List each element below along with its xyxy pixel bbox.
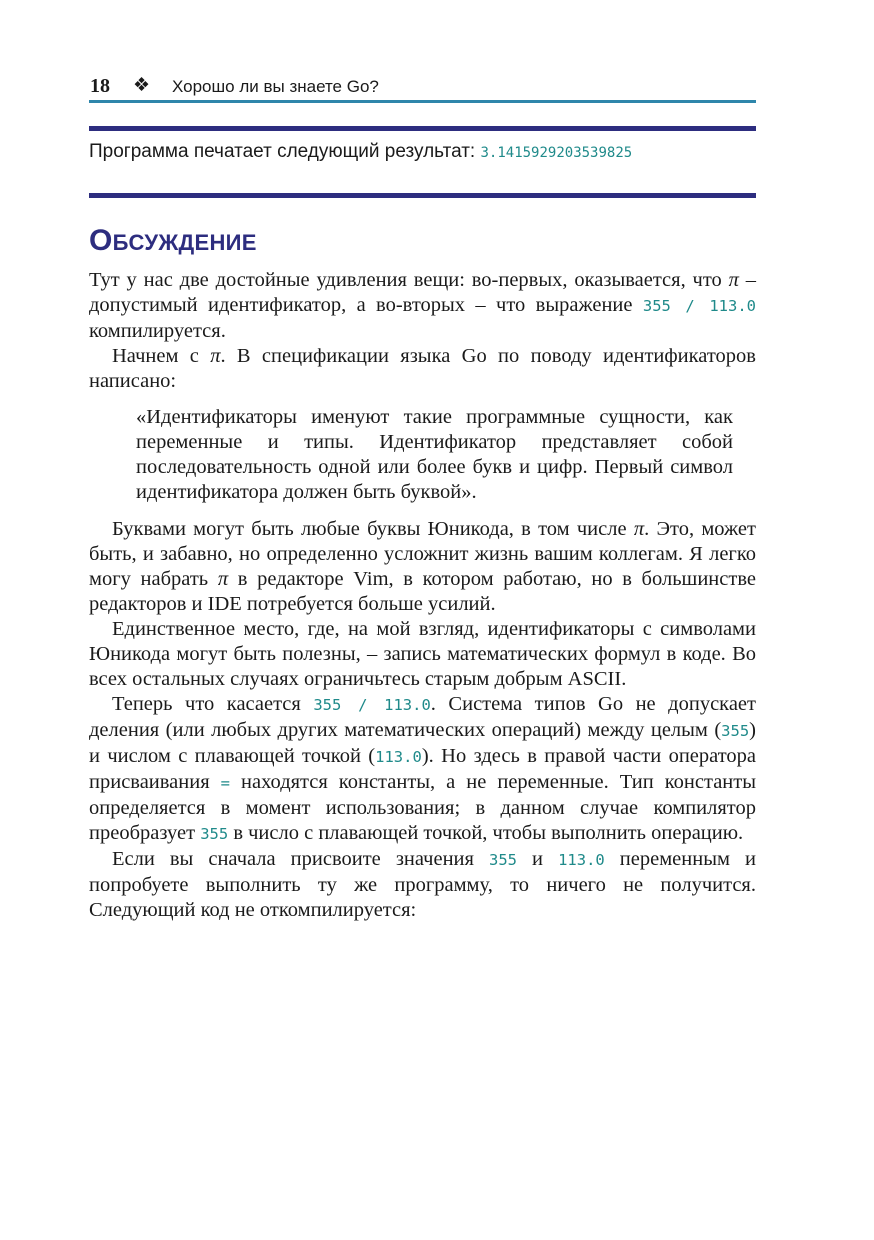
section-heading-initial: О xyxy=(89,224,113,257)
text-run: Буквами могут быть любые буквы Юникода, в том числе xyxy=(112,518,634,540)
inline-code: 355 xyxy=(721,722,750,740)
body-text xyxy=(89,268,756,923)
text-run: . Это, может быть, и забавно, но определенно усложнит жизнь вашим коллегам. Я легко могу набрать xyxy=(89,518,756,590)
header-rule xyxy=(89,100,756,103)
pi-symbol: π xyxy=(217,568,229,590)
inline-code: 113.0 xyxy=(375,748,422,766)
section-heading xyxy=(89,224,257,258)
inline-code: 355 xyxy=(200,825,229,843)
paragraph-4: Единственное место, где, на мой взгляд, идентификаторы с символами Юникода могут быть полезны, – запись математических формул в коде. Во всех остальных случаях ограничьтесь старым добрым ASCII. xyxy=(89,618,756,690)
text-run: Тут у нас две достойные удивления вещи: во-первых, оказывается, что xyxy=(89,269,729,291)
running-title: Хорошо ли вы знаете Go? xyxy=(172,77,379,96)
text-run: – допустимый идентификатор, а во-вторых – что выражение xyxy=(89,269,756,316)
pi-symbol: π xyxy=(728,269,739,291)
page-number: 18 xyxy=(90,75,110,97)
section-heading-rest: БСУЖДЕНИЕ xyxy=(112,230,257,255)
text-run: в редакторе Vim, в котором работаю, но в большинстве редакторов и IDE потребуется больше усилий. xyxy=(89,568,756,615)
text-run: Теперь что касается xyxy=(112,693,314,715)
paragraph-5 xyxy=(89,692,756,847)
result-box-top-rule xyxy=(89,126,756,131)
inline-code: 113.0 xyxy=(558,851,605,869)
text-run: переменным и попробуете выполнить ту же программу, то ничего не получится. Следующий код не откомпилируется: xyxy=(89,848,756,921)
text-run: находятся константы, а не переменные. Тип константы определяется в момент использования; в данном случае компилятор преобразует xyxy=(89,771,756,844)
inline-code: 355 / 113.0 xyxy=(642,297,756,315)
program-output-line xyxy=(89,141,756,163)
pi-symbol: π xyxy=(633,518,645,540)
ornament-icon: ❖ xyxy=(133,75,151,96)
text-run: Начнем с xyxy=(112,345,211,367)
running-head xyxy=(89,75,756,101)
text-run: . В спецификации языка Go по поводу идентификаторов написано: xyxy=(89,345,756,392)
program-output-value: 3.1415929203539825 xyxy=(480,145,633,161)
text-run: ). Но здесь в правой части оператора присваивания xyxy=(89,745,756,793)
inline-code: 355 xyxy=(489,851,518,869)
text-run: компилируется. xyxy=(89,320,226,342)
paragraph-2 xyxy=(89,344,756,394)
text-run: . Система типов Go не допускает деления (или любых других математических операций) между целым ( xyxy=(89,693,756,741)
text-run: Если вы сначала присвоите значения xyxy=(112,848,490,870)
program-output-label: Программа печатает следующий результат: xyxy=(89,141,481,162)
result-box-bottom-rule xyxy=(89,193,756,198)
text-run: ) и числом с плавающей точкой ( xyxy=(89,719,756,767)
text-run: в число с плавающей точкой, чтобы выполнить операцию. xyxy=(228,822,744,844)
inline-code: = xyxy=(220,774,230,792)
paragraph-3 xyxy=(89,517,756,617)
paragraph-1 xyxy=(89,268,756,344)
text-run: и xyxy=(517,848,559,870)
spec-quote: «Идентификаторы именуют такие программные сущности, как переменные и типы. Идентификатор представляет собой последовательность одной или более букв и цифр. Первый символ идентификатора должен быть буквой». xyxy=(136,406,733,503)
inline-code: 355 / 113.0 xyxy=(313,696,431,714)
pi-symbol: π xyxy=(210,345,221,367)
paragraph-6 xyxy=(89,847,756,923)
